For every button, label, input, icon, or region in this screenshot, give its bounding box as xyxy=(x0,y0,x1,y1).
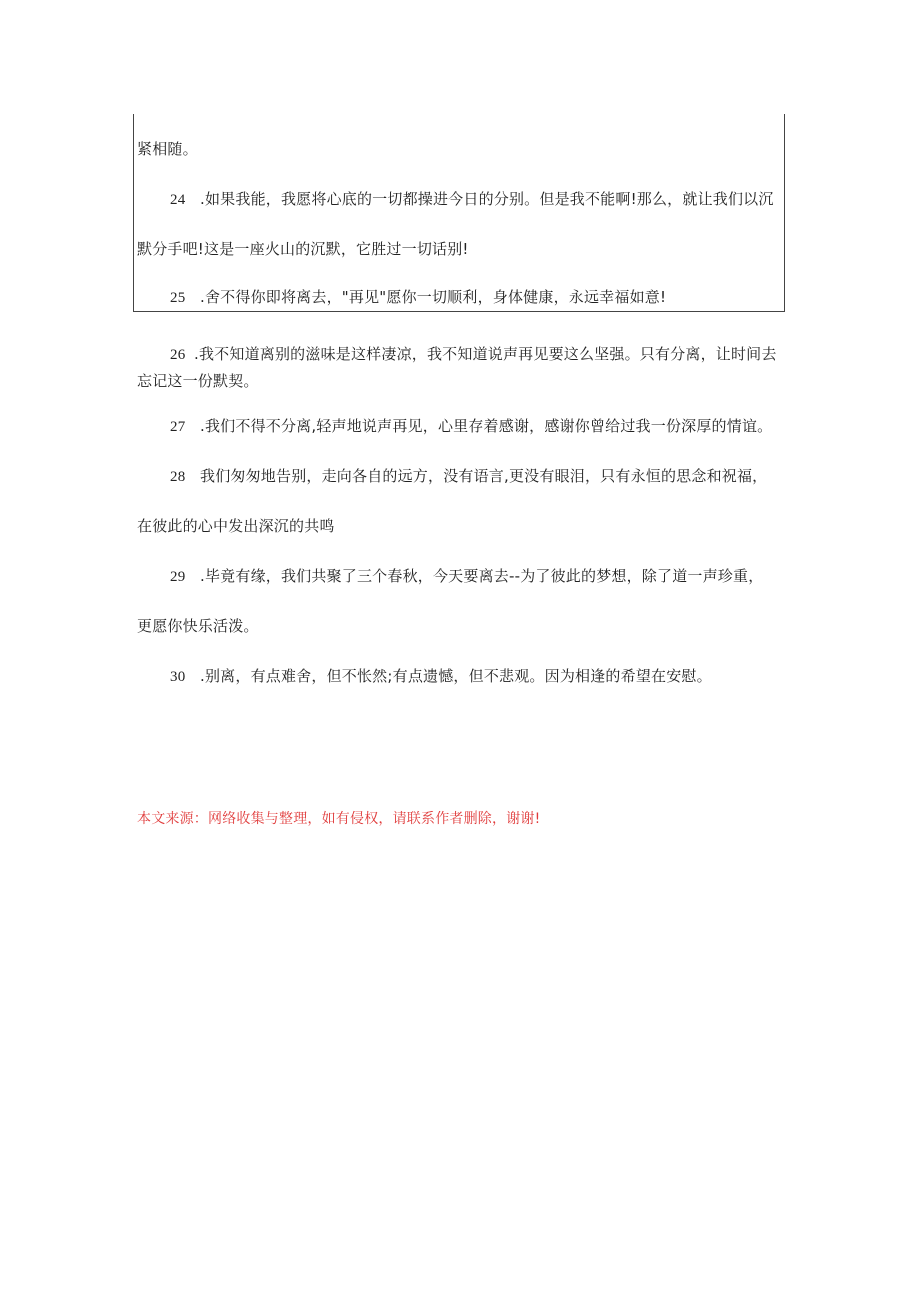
item-30-number: 30 xyxy=(170,669,186,685)
item-24-line-2: 默分手吧!这是一座火山的沉默，它胜过一切话别! xyxy=(137,240,469,258)
item-29-number: 29 xyxy=(170,569,186,585)
item-30-text: .别离，有点难舍，但不怅然;有点遗憾，但不悲观。因为相逢的希望在安慰。 xyxy=(200,667,712,685)
item-28-line-2: 在彼此的心中发出深沉的共鸣 xyxy=(137,517,335,535)
bordered-text-box xyxy=(133,114,785,312)
item-26-line-1 xyxy=(170,344,777,365)
item-26-line-2: 忘记这一份默契。 xyxy=(137,372,259,390)
item-25 xyxy=(170,287,666,308)
item-30 xyxy=(170,666,712,687)
item-28-number: 28 xyxy=(170,469,186,485)
item-27-number: 27 xyxy=(170,419,186,435)
item-26-text: .我不知道离别的滋味是这样凄凉，我不知道说声再见要这么坚强。只有分离，让时间去 xyxy=(194,345,777,363)
source-note: 本文来源：网络收集与整理，如有侵权，请联系作者删除，谢谢! xyxy=(137,811,541,827)
text-line-continuation: 紧相随。 xyxy=(137,140,198,158)
item-28-text: 我们匆匆地告别，走向各自的远方，没有语言,更没有眼泪，只有永恒的思念和祝福， xyxy=(200,467,768,485)
item-29-line-2: 更愿你快乐活泼。 xyxy=(137,617,259,635)
item-27-text: .我们不得不分离,轻声地说声再见，心里存着感谢，感谢你曾给过我一份深厚的情谊。 xyxy=(200,417,773,435)
item-28-line-1 xyxy=(170,466,767,487)
item-24-line-1 xyxy=(170,189,774,210)
item-27 xyxy=(170,416,772,437)
item-29-text: .毕竟有缘，我们共聚了三个春秋，今天要离去--为了彼此的梦想，除了道一声珍重， xyxy=(200,567,764,585)
item-24-text: .如果我能，我愿将心底的一切都操进今日的分别。但是我不能啊!那么，就让我们以沉 xyxy=(200,190,774,208)
item-25-text: .舍不得你即将离去，"再见"愿你一切顺利，身体健康，永远幸福如意! xyxy=(200,288,667,306)
item-29-line-1 xyxy=(170,566,763,587)
item-25-number: 25 xyxy=(170,290,186,306)
item-24-number: 24 xyxy=(170,192,186,208)
item-26-number: 26 xyxy=(170,347,186,363)
